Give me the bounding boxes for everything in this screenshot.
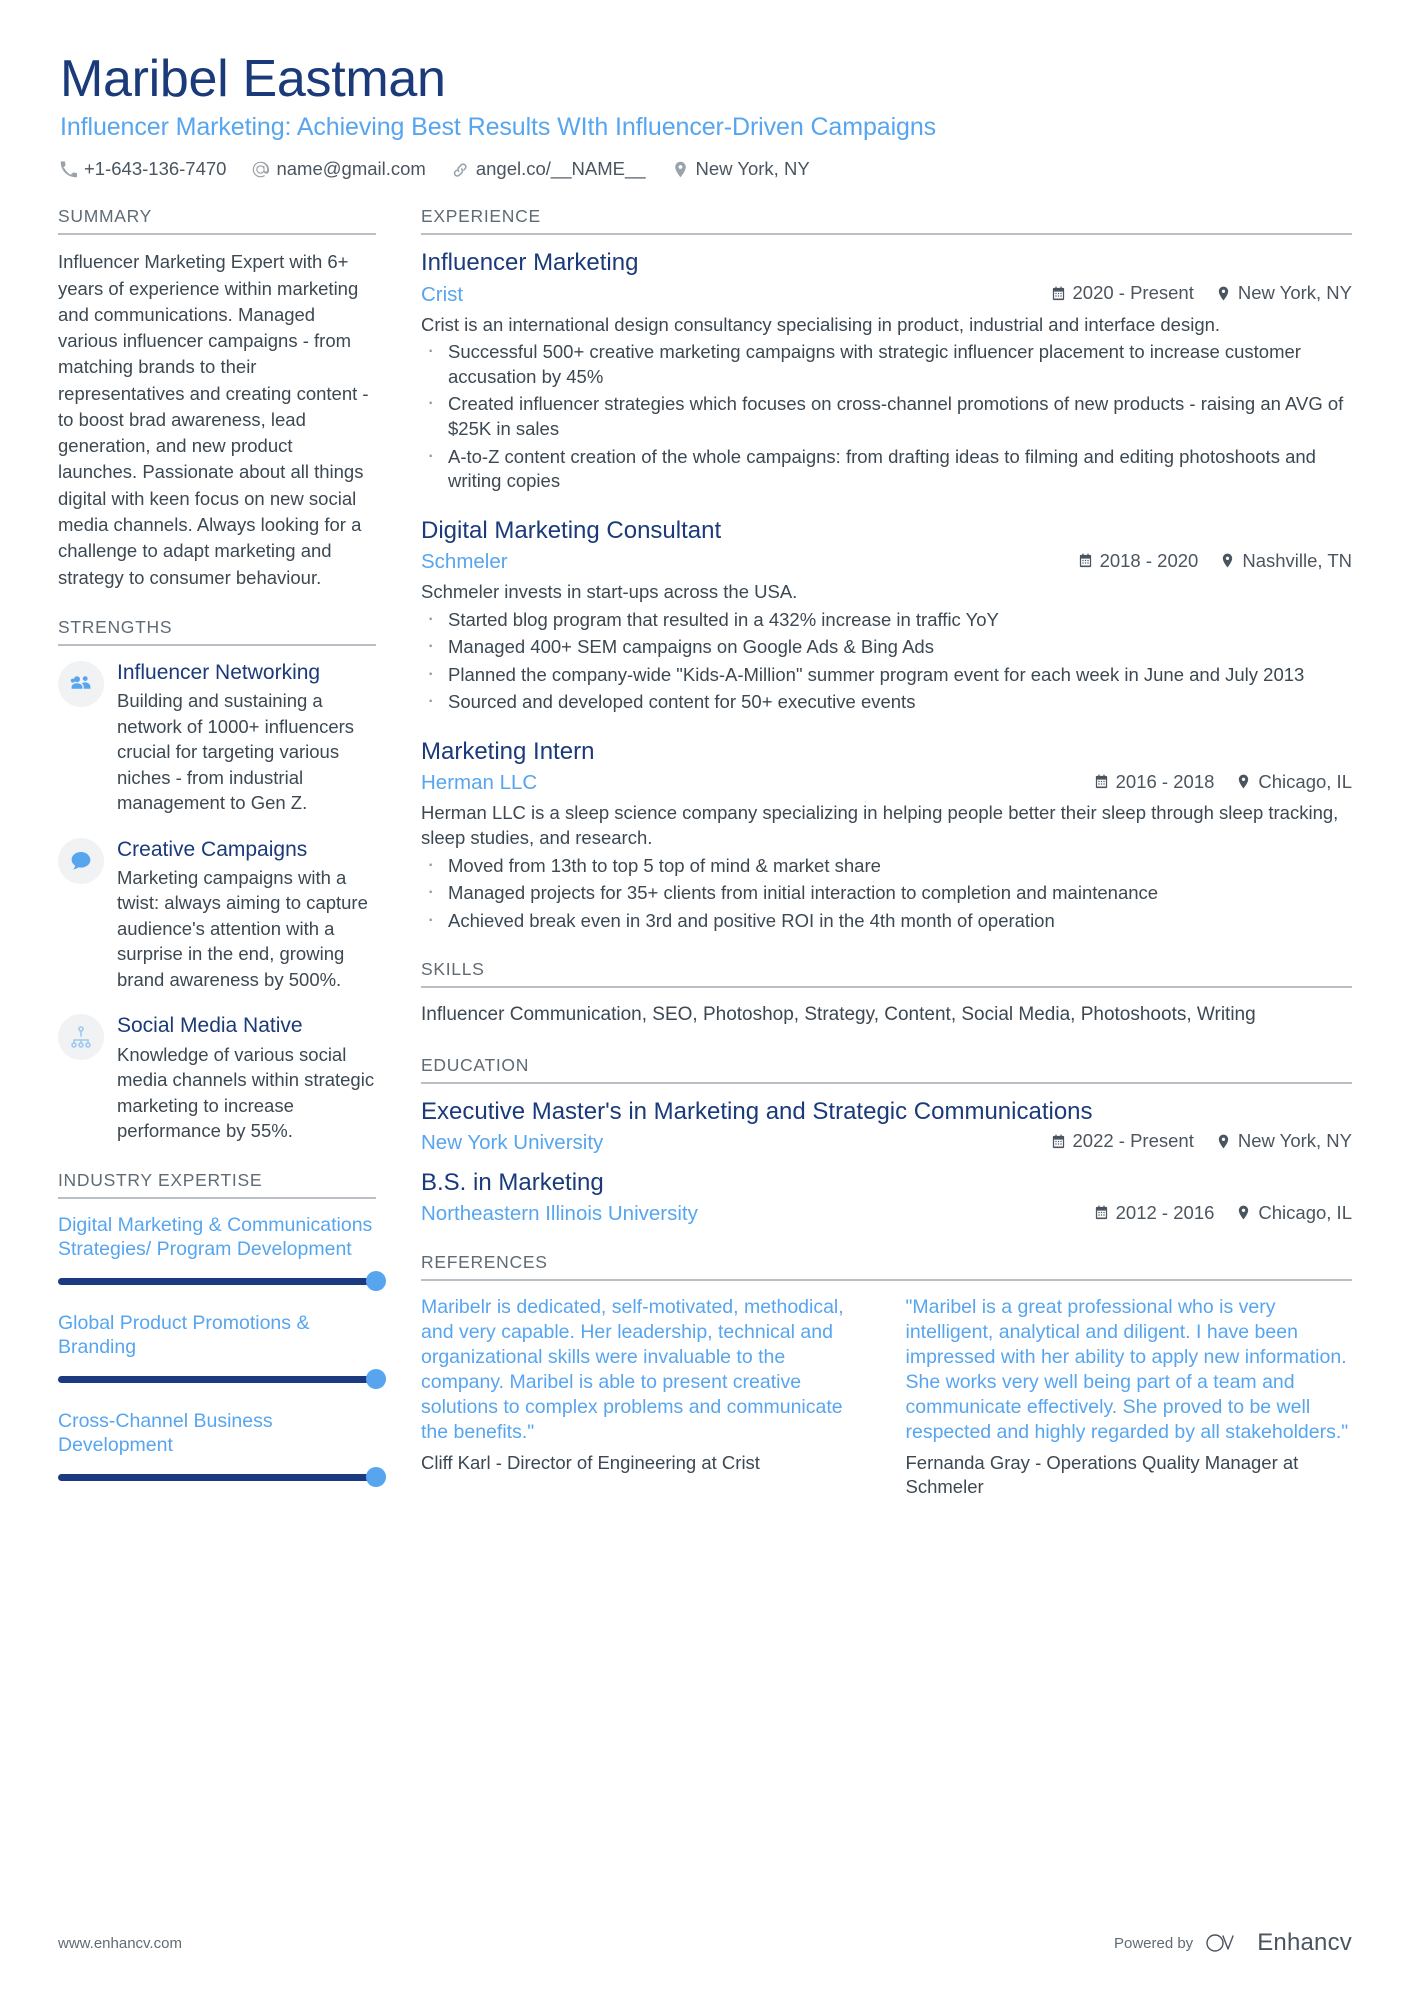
job-title: Influencer Marketing [421,249,639,277]
job-bullet: · Sourced and developed content for 50+ executive events [421,690,1352,715]
expertise-item [58,1311,376,1386]
education-meta [1051,1130,1353,1152]
job-dates [1078,550,1199,572]
summary-text: Influencer Marketing Expert with 6+ years of experience within marketing and communications. Managed various influencer campaigns - from matching brands to their representatives and creating content - to boost brad awareness, lead generation, and new product launches. Passionate about all things digital with keen focus on new social media channels. Always looking for a challenge to adapt marketing and strategy to consumer behaviour. [58,251,369,588]
education-degree: Executive Master's in Marketing and Strategic Communications [421,1097,1093,1125]
enhancv-brand-name: Enhancv [1257,1929,1352,1956]
strength-desc: Building and sustaining a network of 1000+ influencers crucial for targeting various niches - from industrial management to Gen Z. [117,690,355,814]
experience-item [421,738,1352,933]
calendar-icon [1094,1205,1109,1220]
education-dates [1094,1202,1215,1224]
reference-item [421,1295,868,1499]
reference-item [906,1295,1353,1499]
section-skills [421,959,1352,1028]
section-industry-expertise [58,1170,376,1484]
strength-icon-badge [58,1014,104,1060]
education-school: Northeastern Illinois University [421,1202,698,1226]
education-degree: B.S. in Marketing [421,1168,604,1196]
job-dates [1051,282,1194,304]
contact-location[interactable] [672,158,810,180]
candidate-name: Maribel Eastman [60,50,446,108]
strength-title: Influencer Networking [117,660,321,684]
references-grid [421,1295,1352,1499]
location-pin-icon [1220,553,1235,568]
expertise-progress-knob[interactable] [366,1369,386,1389]
job-bullet: · Successful 500+ creative marketing campaigns with strategic influencer placement to increase customer accusation by 45% [421,340,1352,389]
job-title: Marketing Intern [421,738,595,766]
job-company: Crist [421,282,464,306]
job-dates [1094,771,1215,793]
expertise-progress-knob[interactable] [366,1467,386,1487]
reference-quote: "Maribel is a great professional who is very intelligent, analytical and diligent. I have been impressed with her ability to apply new information. She works very well being part of a team and communicate effectively. She proved to be well respected and highly regarded by all stakeholders." [905,1296,1349,1443]
job-meta [1051,282,1353,304]
job-dates-value: 2016 - 2018 [1115,770,1215,792]
education-location [1236,1202,1352,1224]
education-meta [1094,1202,1352,1224]
contact-link-value: angel.co/__NAME__ [475,158,646,180]
location-pin-icon [1236,1205,1251,1220]
expertise-progress-knob[interactable] [366,1271,386,1291]
job-bullet: · A-to-Z content creation of the whole campaigns: from drafting ideas to filming and editing photoshoots and writing copies [421,445,1352,494]
education-location [1216,1130,1352,1152]
expertise-item [58,1213,376,1288]
job-location [1220,550,1352,572]
right-column [421,206,1352,1525]
job-bullet: · Managed 400+ SEM campaigns on Google Ads & Bing Ads [421,635,1352,660]
location-pin-icon [672,161,689,178]
section-summary [58,206,376,590]
contact-row [60,158,1352,180]
contact-email[interactable] [252,158,425,180]
phone-icon [60,161,77,178]
job-location-value: Nashville, TN [1242,549,1352,571]
strength-title: Social Media Native [117,1014,303,1038]
job-dates-value: 2018 - 2020 [1099,549,1199,571]
section-education [421,1055,1352,1227]
job-bullets [421,340,1352,494]
job-meta [1094,771,1352,793]
reference-author: Cliff Karl - Director of Engineering at Crist [421,1451,760,1473]
job-location [1216,282,1352,304]
job-bullets [421,608,1352,715]
strength-item [58,837,376,993]
job-bullet: · Started blog program that resulted in a 432% increase in traffic YoY [421,608,1352,633]
people-group-icon [69,672,93,696]
strength-item [58,1013,376,1143]
calendar-icon [1051,1134,1066,1149]
section-title-summary: SUMMARY [58,206,376,235]
education-location-value: New York, NY [1237,1130,1352,1152]
calendar-icon [1051,286,1066,301]
strength-icon-badge [58,838,104,884]
expertise-label: Global Product Promotions & Branding [58,1311,310,1359]
education-location-value: Chicago, IL [1258,1201,1352,1223]
job-location-value: New York, NY [1237,282,1352,304]
education-dates [1051,1130,1194,1152]
expertise-progress-track[interactable] [58,1470,376,1484]
contact-phone-value: +1-643-136-7470 [84,158,227,180]
section-title-strengths: STRENGTHS [58,617,376,646]
section-strengths [58,617,376,1144]
strength-title: Creative Campaigns [117,837,308,861]
job-company: Herman LLC [421,771,538,795]
expertise-label: Digital Marketing & Communications Strategies/ Program Development [58,1213,373,1261]
job-bullet: · Created influencer strategies which focuses on cross-channel promotions of new products - raising an AVG of $25K in sales [421,392,1352,441]
strength-desc: Marketing campaigns with a twist: always aiming to capture audience's attention with a surprise in the end, growing brand awareness by 500%. [117,866,368,990]
location-pin-icon [1216,286,1231,301]
reference-author: Fernanda Gray - Operations Quality Manager at Schmeler [905,1451,1299,1497]
candidate-headline: Influencer Marketing: Achieving Best Results WIth Influencer-Driven Campaigns [60,113,937,142]
job-description: Herman LLC is a sleep science company specializing in helping people better their sleep through sleep tracking, sleep studies, and research. [421,802,1339,848]
location-pin-icon [1216,1134,1231,1149]
expertise-item [58,1409,376,1484]
left-column [58,206,376,1510]
education-dates-value: 2012 - 2016 [1115,1201,1215,1223]
sitemap-network-icon [69,1025,93,1049]
strength-item [58,660,376,816]
strength-icon-badge [58,661,104,707]
job-location-value: Chicago, IL [1258,770,1352,792]
powered-by-label: Powered by [1113,1934,1194,1952]
job-bullets [421,854,1352,934]
job-company: Schmeler [421,550,508,574]
reference-quote: Maribelr is dedicated, self-motivated, methodical, and very capable. Her leadership, technical and organizational skills were invaluable to the company. Maribel is able to present creative solutions to complex problems and communicate the benefits." [421,1296,844,1443]
experience-item [421,517,1352,715]
experience-item [421,249,1352,493]
location-pin-icon [1236,774,1251,789]
contact-location-value: New York, NY [695,158,810,180]
job-location [1236,771,1352,793]
expertise-progress-fill [58,1278,376,1285]
section-title-references: REFERENCES [421,1252,1352,1281]
section-title-education: EDUCATION [421,1055,1352,1084]
contact-email-value: name@gmail.com [276,158,426,180]
job-title: Digital Marketing Consultant [421,516,722,544]
section-experience [421,206,1352,933]
footer-website[interactable]: www.enhancv.com [58,1934,182,1952]
job-dates-value: 2020 - Present [1072,282,1194,304]
powered-by-block [1114,1929,1352,1957]
education-item [421,1169,1352,1226]
skills-text: Influencer Communication, SEO, Photoshop, Strategy, Content, Social Media, Photoshoots, Writing [421,1004,1256,1026]
calendar-icon [1094,774,1109,789]
education-school: New York University [421,1130,604,1154]
calendar-icon [1078,553,1093,568]
expertise-progress-fill [58,1474,376,1481]
link-icon [452,161,469,178]
strength-desc: Knowledge of various social media channels within strategic marketing to increase performance by 55%. [117,1043,375,1142]
expertise-progress-track[interactable] [58,1274,376,1288]
expertise-progress-fill [58,1376,376,1383]
section-title-industry-expertise: INDUSTRY EXPERTISE [58,1170,376,1199]
expertise-label: Cross-Channel Business Development [58,1409,273,1457]
enhancv-logo-icon [1203,1931,1247,1955]
education-dates-value: 2022 - Present [1072,1130,1194,1152]
page-footer [58,1929,1352,1957]
contact-link[interactable] [452,158,646,180]
resume-body [58,206,1352,1525]
job-bullet: · Moved from 13th to top 5 top of mind & market share [421,854,1352,879]
expertise-progress-track[interactable] [58,1372,376,1386]
chat-bubble-icon [69,849,93,873]
section-title-experience: EXPERIENCE [421,206,1352,235]
job-description: Crist is an international design consultancy specialising in product, industrial and interface design. [421,313,1221,335]
job-description: Schmeler invests in start-ups across the USA. [421,581,798,603]
contact-phone[interactable] [60,158,226,180]
job-bullet: · Achieved break even in 3rd and positive ROI in the 4th month of operation [421,909,1352,934]
education-item [421,1098,1352,1155]
job-bullet: · Managed projects for 35+ clients from initial interaction to completion and maintenance [421,881,1352,906]
job-meta [1078,550,1352,572]
at-email-icon [252,161,269,178]
section-references [421,1252,1352,1499]
job-bullet: · Planned the company-wide "Kids-A-Million" summer program event for each week in June and July 2013 [421,663,1352,688]
resume-header [58,52,1352,180]
section-title-skills: SKILLS [421,959,1352,988]
